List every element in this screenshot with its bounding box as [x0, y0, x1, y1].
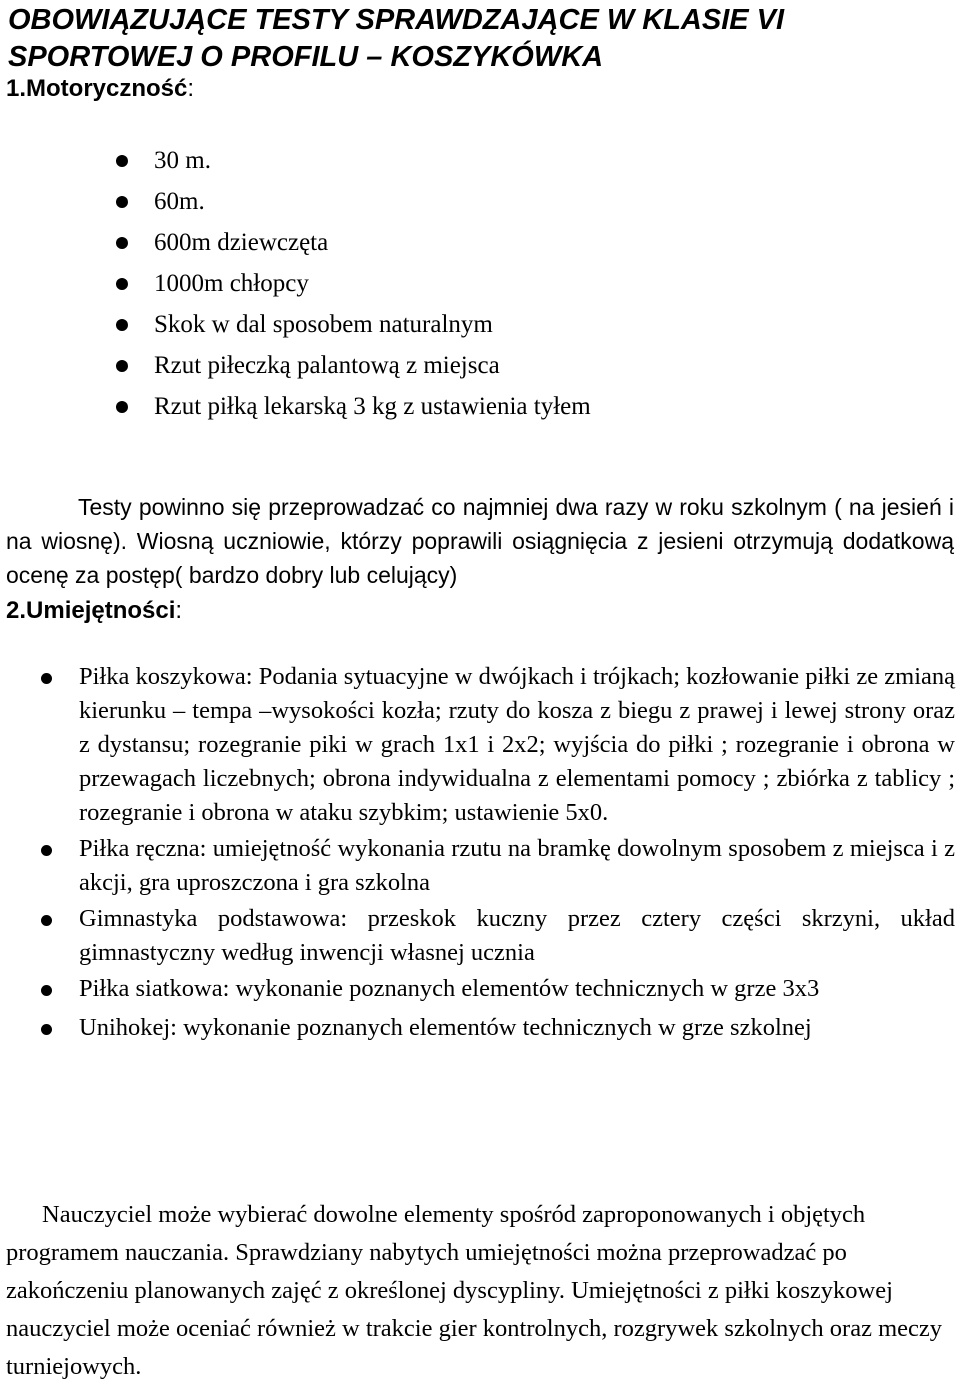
list-item — [0, 306, 591, 347]
list-item — [0, 388, 591, 429]
list-item-text: Unihokej: wykonanie poznanych elementów technicznych w grze szkolnej — [79, 1014, 812, 1041]
motor-tests-note: Testy powinno się przeprowadzać co najmniej dwa razy w roku szkolnym ( na jesień i na wiosnę). Wiosną uczniowie, którzy poprawili osiągnięcia z jesieni otrzymują dodatkową ocenę za postęp( bardzo dobry lub celujący) — [6, 494, 954, 588]
list-item-text: 60m. — [154, 188, 205, 215]
list-item-text: Rzut piłeczką palantową z miejsca — [154, 352, 500, 379]
bullet-icon — [116, 360, 128, 372]
list-item-text: 600m dziewczęta — [154, 229, 329, 256]
list-item — [0, 183, 591, 224]
list-item — [0, 902, 955, 970]
list-item — [0, 1008, 859, 1048]
list-item-text: 1000m chłopcy — [154, 270, 309, 297]
closing-paragraph: Nauczyciel może wybierać dowolne elementy spośród zaproponowanych i objętych programem nauczania. Sprawdziany nabytych umiejętności można przeprowadzać po zakończeniu planowanych zajęć z określonej dyscypliny. Umiejętności z piłki koszykowej nauczyciel może oceniać również w trakcie gier kontrolnych, rozgrywek szkolnych oraz meczy turniejowych. — [6, 1201, 943, 1380]
bullet-icon — [116, 319, 128, 331]
list-item — [0, 265, 591, 306]
bullet-icon — [116, 401, 128, 413]
bullet-icon — [116, 237, 128, 249]
section-heading-skills — [6, 596, 182, 626]
skills-list — [0, 660, 955, 1048]
list-item-text: Piłka ręczna: umiejętność wykonania rzutu na bramkę dowolnym sposobem z miejsca i z akcji, gra uproszczona i gra szkolna — [79, 835, 955, 896]
bullet-icon — [41, 985, 52, 996]
list-item-text: Rzut piłką lekarską 3 kg z ustawienia tyłem — [154, 393, 591, 420]
list-item-text: Piłka siatkowa: wykonanie poznanych elementów technicznych w grze 3x3 — [79, 975, 820, 1002]
list-item — [0, 660, 955, 830]
bullet-icon — [116, 155, 128, 167]
bullet-icon — [41, 1024, 52, 1035]
section-heading-motor — [6, 74, 194, 104]
section-heading-motor-text: 1.Motoryczność — [6, 75, 188, 102]
list-item — [0, 347, 591, 388]
section-heading-skills-colon: : — [175, 597, 183, 624]
bullet-icon — [116, 278, 128, 290]
section-heading-motor-colon: : — [187, 75, 195, 102]
list-item-text: Piłka koszykowa: Podania sytuacyjne w dwójkach i trójkach; kozłowanie piłki ze zmianą kierunku – tempa –wysokości kozła; rzuty do kosza z biegu z prawej i lewej strony oraz z dystansu; rozegranie piki w grach 1x1 i 2x2; wyjścia do piłki ; rozegranie i obrona w przewagach liczebnych; obrona indywidualna z elementami pomocy ; zbiórka z tablicy ; rozegranie i obrona w ataku szybkim; ustawienie 5x0. — [79, 663, 955, 826]
motor-tests-list — [0, 142, 591, 429]
bullet-icon — [41, 673, 52, 684]
section-heading-skills-text: 2.Umiejętności — [6, 597, 176, 624]
list-item — [0, 972, 955, 1006]
list-item-text: 30 m. — [154, 147, 211, 174]
bullet-icon — [41, 915, 52, 926]
list-item — [0, 832, 955, 900]
document-title: OBOWIĄZUJĄCE TESTY SPRAWDZAJĄCE W KLASIE VI SPORTOWEJ O PROFILU – KOSZYKÓWKA — [8, 4, 785, 73]
bullet-icon — [116, 196, 128, 208]
bullet-icon — [41, 845, 52, 856]
list-item-text: Gimnastyka podstawowa: przeskok kuczny przez cztery części skrzyni, układ gimnastyczny według inwencji własnej ucznia — [79, 905, 955, 966]
list-item-text: Skok w dal sposobem naturalnym — [154, 311, 493, 338]
list-item — [0, 224, 591, 265]
list-item — [0, 142, 591, 183]
